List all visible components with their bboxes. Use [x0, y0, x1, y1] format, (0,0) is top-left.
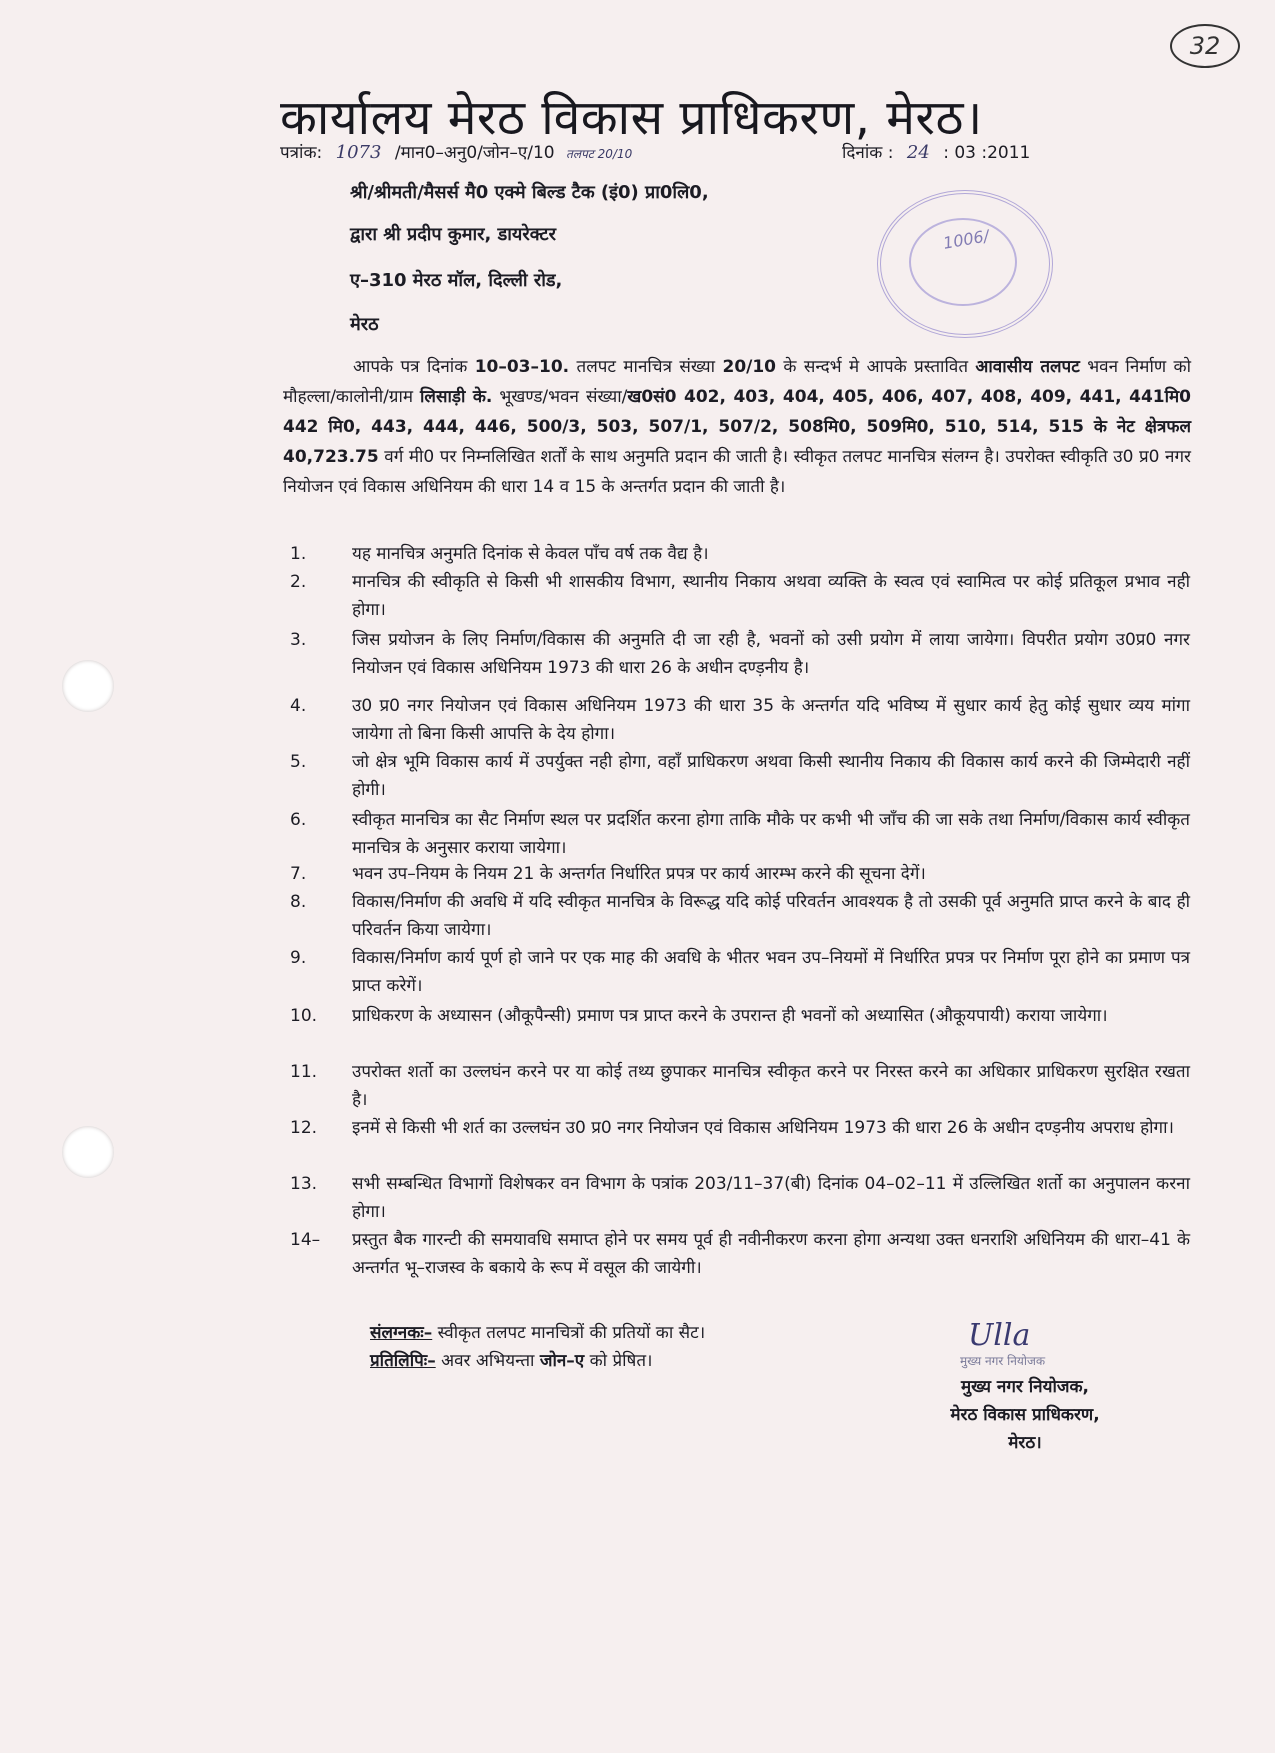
signatory-designation: मुख्य नगर नियोजक,: [961, 1377, 1089, 1397]
signature-faded-text: मुख्य नगर नियोजक: [960, 1354, 1046, 1368]
enclosure-line: संलग्नकः– स्वीकृत तलपट मानचित्रों की प्रतियों का सैट।: [370, 1323, 706, 1343]
document-page: 32 कार्यालय मेरठ विकास प्राधिकरण, मेरठ। पत्रांक: 1073 /मान0–अनु0/जोन–ए/10 तलपट 20/10 दिनांक : 24 : 03 :2011 श्री/श्रीमती/मैसर्स मै0 एक्मे बिल्ड टैक (इं0) प्रा0लि0, द्वारा श्री प्रदीप कुमार, डायरेक्टर ए–310 मेरठ मॉल, दिल्ली रोड, मेरठ 1006/ आपके पत्र दिनांक 10–03–10. तलपट मानचित्र संख्या 20/10 के सन्दर्भ मे आपके प्रस्तावित आवासीय तलपट भवन निर्माण को मौहल्ला/कालोनी/ग्राम लिसाड़ी के. भूखण्ड/भवन संख्या/ख0सं0 402, 403, 404, 405, 406, 407, 408, 409, 441, 441मि0 442 मि0, 443, 444, 446, 500/3, 503, 507/1, 507/2, 508मि0, 509मि0, 510, 514, 515 के नेट क्षेत्रफल 40,723.75 वर्ग मी0 पर निम्नलिखित शर्तों के साथ अनुमति प्रदान की जाती है। स्वीकृत तलपट मानचित्र संलग्न है। उपरोक्त स्वीकृति उ0 प्र0 नगर नियोजन एवं विकास अधिनियम की धारा 14 व 15 के अन्तर्गत प्रदान की जाती है। 1. यह मानचित्र अनुमति दिनांक से केवल पाँच वर्ष तक वैद्य है। 2. मानचित्र की स्वीकृति से किसी भी शासकीय विभाग, स्थानीय निकाय अथवा व्यक्ति के स्वत्व एवं स्वामित्व पर कोई प्रतिकूल प्रभाव नही होगा। 3. जिस प्रयोजन के लिए निर्माण/विकास की अनुमति दी जा रही है, भवनों को उसी प्रयोग में लाया जायेगा। विपरीत प्रयोग उ0प्र0 नगर नियोजन एवं विकास अधिनियम 1973 की धारा 26 के अधीन दण्ड़नीय है। 4. उ0 प्र0 नगर नियोजन एवं विकास अधिनियम 1973 की धारा 35 के अन्तर्गत यदि भविष्य में सुधार कार्य हेतु कोई सुधार व्यय मांगा जायेगा तो बिना किसी आपत्ति के देय होगा। 5. जो क्षेत्र भूमि विकास कार्य में उपर्युक्त नही होगा, वहाँ प्राधिकरण अथवा किसी स्थानीय निकाय की विकास कार्य करने की जिम्मेदारी नहीं होगी। 6. स्वीकृत मानचित्र का सैट निर्माण स्थल पर प्रदर्शित करना होगा ताकि मौके पर कभी भी जाँच की जा सके तथा निर्माण/विकास कार्य स्वीकृत मानचित्र के अनुसार कराया जायेगा। 7. भवन उप–नियम के नियम 21 के अन्तर्गत निर्धारित प्रपत्र पर कार्य आरम्भ करने की सूचना देगें। 8. विकास/निर्माण की अवधि में यदि स्वीकृत मानचित्र के विरूद्ध यदि कोई परिवर्तन आवश्यक है तो उसकी पूर्व अनुमति प्राप्त करने के बाद ही परिवर्तन किया जायेगा। 9. विकास/निर्माण कार्य पूर्ण हो जाने पर एक माह की अवधि के भीतर भवन उप–नियमों में निर्धारित प्रपत्र पर निर्माण पूरा होने का प्रमाण पत्र प्राप्त करेगें। 10. प्राधिकरण के अध्यासन (औकूपैन्सी) प्रमाण पत्र प्राप्त करने के उपरान्त ही भवनों को अध्यासित (औकूयपायी) कराया जायेगा। 11. उपरोक्त शर्तो का उल्लघंन करने पर या कोई तथ्य छुपाकर मानचित्र स्वीकृत करने पर निरस्त करने का अधिकार प्राधिकरण सुरक्षित रखता है। 12. इनमें से किसी भी शर्त का उल्लघंन उ0 प्र0 नगर नियोजन एवं विकास अधिनियम 1973 की धारा 26 के अधीन दण्ड़नीय अपराध होगा। 13. सभी सम्बन्धित विभागों विशेषकर वन विभाग के पत्रांक 203/11–37(बी) दिनांक 04–02–11 में उल्लिखित शर्तो का अनुपालन करना होगा। 14– प्रस्तुत बैक गारन्टी की समयावधि समाप्त होने पर समय पूर्व ही नवीनीकरण करना होगा अन्यथा उक्त धनराशि अधिनियम की धारा–41 के अन्तर्गत भू–राजस्व के बकाये के रूप में वसूल की जायेगी। संलग्नकः– स्वीकृत तलपट मानचित्रों की प्रतियों का सैट। प्रतिलिपिः– अवर अभियन्ता जोन–ए को प्रेषित। Ulla मुख्य नगर नियोजक मुख्य नगर नियोजक, मेरठ विकास प्राधिकरण, मेरठ।: [0, 0, 1275, 1753]
signatory-office: मेरठ विकास प्राधिकरण,: [950, 1405, 1100, 1425]
ref-handwritten-note: तलपट 20/10: [566, 147, 633, 161]
letter-date: [842, 140, 1030, 163]
ref-label: पत्रांक:: [280, 143, 323, 163]
intro-paragraph: आपके पत्र दिनांक 10–03–10. तलपट मानचित्र संख्या 20/10 के सन्दर्भ मे आपके प्रस्तावित आवासीय तलपट भवन निर्माण को मौहल्ला/कालोनी/ग्राम लिसाड़ी के. भूखण्ड/भवन संख्या/ख0सं0 402, 403, 404, 405, 406, 407, 408, 409, 441, 441मि0 442 मि0, 443, 444, 446, 500/3, 503, 507/1, 507/2, 508मि0, 509मि0, 510, 514, 515 के नेट क्षेत्रफल 40,723.75 वर्ग मी0 पर निम्नलिखित शर्तों के साथ अनुमति प्रदान की जाती है। स्वीकृत तलपट मानचित्र संलग्न है। उपरोक्त स्वीकृति उ0 प्र0 नगर नियोजन एवं विकास अधिनियम की धारा 14 व 15 के अन्तर्गत प्रदान की जाती है।: [283, 357, 1191, 497]
stamp-handwritten-number: 1006/: [941, 226, 991, 253]
ref-number-handwritten: 1073: [335, 142, 382, 163]
addressee-line-3: ए–310 मेरठ मॉल, दिल्ली रोड,: [350, 270, 563, 291]
addressee-line-4: मेरठ: [350, 314, 379, 335]
reference-line: [280, 140, 1080, 163]
office-seal-stamp: [877, 190, 1053, 338]
ref-path: /मान0–अनु0/जोन–ए/10: [394, 143, 555, 163]
date-rest: : 03 :2011: [943, 143, 1031, 163]
punch-hole-bottom: [62, 1126, 114, 1178]
signatory-city: मेरठ।: [1008, 1433, 1042, 1453]
copy-to-line: प्रतिलिपिः– अवर अभियन्ता जोन–ए को प्रेषित।: [370, 1351, 653, 1371]
punch-hole-top: [62, 660, 114, 712]
addressee-line-1: श्री/श्रीमती/मैसर्स मै0 एक्मे बिल्ड टैक (इं0) प्रा0लि0,: [350, 182, 709, 203]
addressee-line-2: द्वारा श्री प्रदीप कुमार, डायरेक्टर: [350, 224, 556, 245]
date-label: दिनांक :: [842, 143, 894, 163]
office-heading: कार्यालय मेरठ विकास प्राधिकरण, मेरठ।: [280, 90, 983, 146]
page-number: 32: [1170, 24, 1240, 68]
handwritten-signature: Ulla: [968, 1318, 1031, 1353]
date-day-handwritten: 24: [906, 142, 930, 163]
